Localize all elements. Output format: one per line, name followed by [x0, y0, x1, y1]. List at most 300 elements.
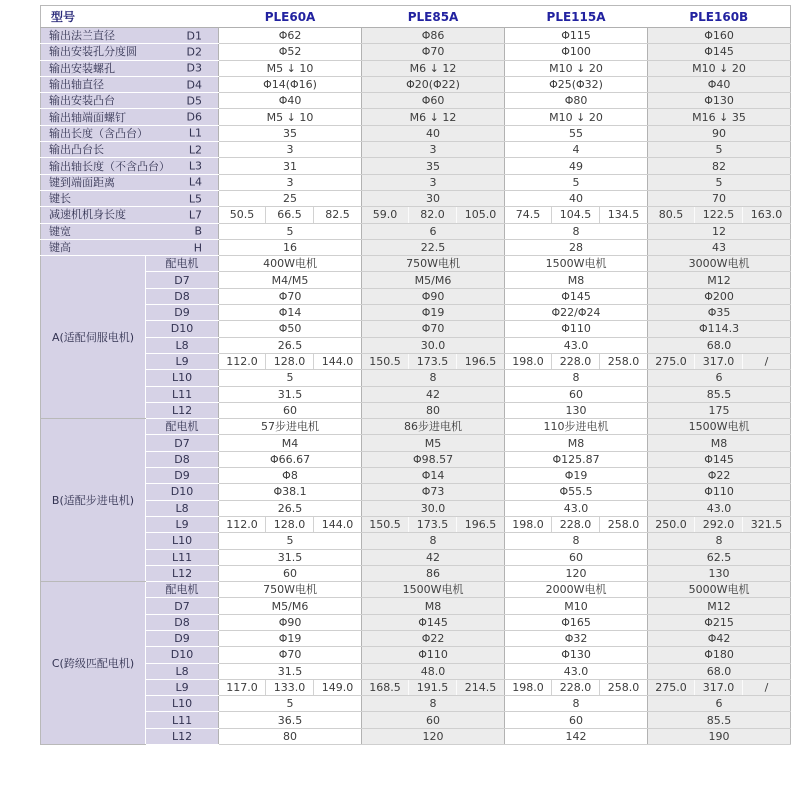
- value-cell: 1500W电机: [648, 419, 791, 435]
- value-cell: 30.0: [362, 337, 505, 353]
- table-row: [41, 402, 791, 418]
- value-cell: M6 ↓ 12: [362, 60, 505, 76]
- table-row: [41, 533, 791, 549]
- param-code-cell: D8: [146, 451, 219, 467]
- value-cell: 28: [505, 239, 648, 255]
- value-cell: 122.5: [695, 207, 743, 223]
- value-cell: Φ160: [648, 28, 791, 44]
- value-cell: M5 ↓ 10: [219, 109, 362, 125]
- table-row: [41, 28, 791, 44]
- value-cell: 191.5: [409, 679, 457, 695]
- value-cell: 85.5: [648, 386, 791, 402]
- value-cell: 5000W电机: [648, 582, 791, 598]
- table-row: [41, 598, 791, 614]
- value-cell: 31.5: [219, 549, 362, 565]
- value-cell: Φ25(Φ32): [505, 76, 648, 92]
- value-cell: 105.0: [457, 207, 505, 223]
- value-cell: 1500W电机: [362, 582, 505, 598]
- value-cell: 112.0: [219, 353, 266, 369]
- value-cell: Φ70: [219, 647, 362, 663]
- value-cell: 196.5: [457, 353, 505, 369]
- value-cell: Φ200: [648, 288, 791, 304]
- value-cell: 130: [648, 565, 791, 581]
- value-cell: 144.0: [314, 516, 362, 532]
- value-cell: 26.5: [219, 500, 362, 516]
- value-cell: 82.5: [314, 207, 362, 223]
- value-cell: M5/M6: [219, 598, 362, 614]
- value-cell: 82.0: [409, 207, 457, 223]
- row-label: 输出轴长度（不含凸台）: [49, 159, 170, 173]
- param-code: D1: [186, 29, 203, 43]
- value-cell: 1500W电机: [505, 256, 648, 272]
- model-header: PLE115A: [505, 6, 648, 28]
- value-cell: 90: [648, 125, 791, 141]
- value-cell: 6: [648, 696, 791, 712]
- value-cell: 750W电机: [219, 582, 362, 598]
- param-code-cell: L9: [146, 516, 219, 532]
- param-code-cell: L9: [146, 679, 219, 695]
- value-cell: M16 ↓ 35: [648, 109, 791, 125]
- row-label-cell: [41, 76, 219, 92]
- value-cell: 228.0: [552, 353, 600, 369]
- value-cell: Φ215: [648, 614, 791, 630]
- value-cell: 163.0: [743, 207, 791, 223]
- table-row: [41, 516, 791, 532]
- value-cell: M6 ↓ 12: [362, 109, 505, 125]
- value-cell: 36.5: [219, 712, 362, 728]
- param-code-cell: D10: [146, 484, 219, 500]
- param-code: L7: [188, 208, 203, 222]
- row-label: 键长: [49, 192, 71, 206]
- value-cell: 168.5: [362, 679, 409, 695]
- value-cell: 12: [648, 223, 791, 239]
- value-cell: 60: [505, 549, 648, 565]
- value-cell: Φ60: [362, 93, 505, 109]
- param-code-cell: L11: [146, 712, 219, 728]
- table-row: [41, 60, 791, 76]
- table-row: [41, 679, 791, 695]
- table-row: [41, 353, 791, 369]
- row-label: 输出轴端面螺钉: [49, 110, 126, 124]
- value-cell: 117.0: [219, 679, 266, 695]
- value-cell: Φ130: [648, 93, 791, 109]
- value-cell: 70: [648, 190, 791, 206]
- value-cell: 22.5: [362, 239, 505, 255]
- value-cell: M10 ↓ 20: [505, 60, 648, 76]
- value-cell: 120: [505, 565, 648, 581]
- table-row: [41, 223, 791, 239]
- table-row: [41, 565, 791, 581]
- table-row: [41, 142, 791, 158]
- table-row: [41, 305, 791, 321]
- param-code-cell: L11: [146, 549, 219, 565]
- value-cell: Φ100: [505, 44, 648, 60]
- value-cell: Φ8: [219, 468, 362, 484]
- row-label-cell: [41, 223, 219, 239]
- param-code: L4: [188, 175, 203, 189]
- value-cell: 57步进电机: [219, 419, 362, 435]
- param-code-cell: 配电机: [146, 419, 219, 435]
- value-cell: 60: [362, 712, 505, 728]
- value-cell: Φ98.57: [362, 451, 505, 467]
- value-cell: Φ35: [648, 305, 791, 321]
- value-cell: 25: [219, 190, 362, 206]
- value-cell: M10 ↓ 20: [648, 60, 791, 76]
- value-cell: 30.0: [362, 500, 505, 516]
- value-cell: Φ22: [648, 468, 791, 484]
- param-code: L1: [188, 126, 203, 140]
- value-cell: 292.0: [695, 516, 743, 532]
- value-cell: Φ110: [505, 321, 648, 337]
- value-cell: 228.0: [552, 679, 600, 695]
- value-cell: 173.5: [409, 516, 457, 532]
- param-code: B: [194, 224, 203, 238]
- table-row: [41, 109, 791, 125]
- value-cell: 5: [505, 174, 648, 190]
- value-cell: 8: [505, 696, 648, 712]
- value-cell: Φ14: [362, 468, 505, 484]
- param-code-cell: D10: [146, 647, 219, 663]
- value-cell: M12: [648, 598, 791, 614]
- value-cell: 59.0: [362, 207, 409, 223]
- value-cell: 750W电机: [362, 256, 505, 272]
- value-cell: 50.5: [219, 207, 266, 223]
- value-cell: 133.0: [266, 679, 314, 695]
- value-cell: 86步进电机: [362, 419, 505, 435]
- value-cell: 144.0: [314, 353, 362, 369]
- table-row: [41, 337, 791, 353]
- table-row: [41, 549, 791, 565]
- value-cell: 82: [648, 158, 791, 174]
- value-cell: 49: [505, 158, 648, 174]
- value-cell: 43.0: [648, 500, 791, 516]
- value-cell: Φ52: [219, 44, 362, 60]
- value-cell: 3: [362, 142, 505, 158]
- value-cell: Φ73: [362, 484, 505, 500]
- value-cell: Φ110: [362, 647, 505, 663]
- row-label-cell: [41, 125, 219, 141]
- table-row: [41, 190, 791, 206]
- value-cell: 128.0: [266, 516, 314, 532]
- table-row: [41, 663, 791, 679]
- value-cell: 60: [219, 565, 362, 581]
- value-cell: 8: [505, 370, 648, 386]
- value-cell: 8: [362, 533, 505, 549]
- value-cell: 250.0: [648, 516, 695, 532]
- table-row: [41, 582, 791, 598]
- value-cell: 43.0: [505, 337, 648, 353]
- value-cell: Φ115: [505, 28, 648, 44]
- row-label: 输出安装凸台: [49, 94, 115, 108]
- value-cell: 317.0: [695, 353, 743, 369]
- value-cell: Φ40: [648, 76, 791, 92]
- param-code-cell: 配电机: [146, 256, 219, 272]
- value-cell: 74.5: [505, 207, 552, 223]
- value-cell: 198.0: [505, 353, 552, 369]
- value-cell: Φ19: [505, 468, 648, 484]
- table-row: [41, 207, 791, 223]
- param-code: L3: [188, 159, 203, 173]
- value-cell: Φ114.3: [648, 321, 791, 337]
- param-code-cell: D8: [146, 614, 219, 630]
- value-cell: Φ19: [362, 305, 505, 321]
- row-label: 输出法兰直径: [49, 29, 115, 43]
- value-cell: 5: [219, 370, 362, 386]
- row-label: 键宽: [49, 224, 71, 238]
- value-cell: 26.5: [219, 337, 362, 353]
- value-cell: M10 ↓ 20: [505, 109, 648, 125]
- param-code: L2: [188, 143, 203, 157]
- value-cell: M8: [505, 435, 648, 451]
- param-code-cell: L11: [146, 386, 219, 402]
- value-cell: M8: [362, 598, 505, 614]
- value-cell: Φ165: [505, 614, 648, 630]
- param-code-cell: L10: [146, 370, 219, 386]
- row-label-cell: [41, 109, 219, 125]
- value-cell: 214.5: [457, 679, 505, 695]
- value-cell: 175: [648, 402, 791, 418]
- value-cell: 3: [219, 142, 362, 158]
- value-cell: 8: [362, 696, 505, 712]
- value-cell: 258.0: [600, 516, 648, 532]
- model-header: PLE85A: [362, 6, 505, 28]
- param-code-cell: D8: [146, 288, 219, 304]
- section-label: A(适配伺服电机): [41, 256, 146, 419]
- row-label: 输出凸台长: [49, 143, 104, 157]
- value-cell: Φ20(Φ22): [362, 76, 505, 92]
- value-cell: 5: [648, 142, 791, 158]
- value-cell: 150.5: [362, 516, 409, 532]
- row-label-cell: [41, 28, 219, 44]
- value-cell: 60: [219, 402, 362, 418]
- table-row: [41, 647, 791, 663]
- table-row: [41, 93, 791, 109]
- value-cell: /: [743, 353, 791, 369]
- param-code: D6: [186, 110, 203, 124]
- table-row: [41, 44, 791, 60]
- table-row: [41, 288, 791, 304]
- value-cell: 16: [219, 239, 362, 255]
- spec-table: [40, 5, 791, 745]
- value-cell: 134.5: [600, 207, 648, 223]
- value-cell: 321.5: [743, 516, 791, 532]
- param-code: D5: [186, 94, 203, 108]
- table-row: [41, 630, 791, 646]
- section-label: C(跨级匹配电机): [41, 582, 146, 745]
- value-cell: 8: [505, 223, 648, 239]
- row-label-cell: [41, 60, 219, 76]
- param-code-cell: L9: [146, 353, 219, 369]
- value-cell: 258.0: [600, 353, 648, 369]
- value-cell: 198.0: [505, 679, 552, 695]
- table-row: [41, 419, 791, 435]
- value-cell: 8: [362, 370, 505, 386]
- value-cell: 30: [362, 190, 505, 206]
- param-code-cell: D9: [146, 630, 219, 646]
- value-cell: 80: [362, 402, 505, 418]
- row-label-cell: [41, 158, 219, 174]
- value-cell: 112.0: [219, 516, 266, 532]
- value-cell: 400W电机: [219, 256, 362, 272]
- value-cell: 196.5: [457, 516, 505, 532]
- value-cell: 6: [648, 370, 791, 386]
- value-cell: M4/M5: [219, 272, 362, 288]
- param-code-cell: D7: [146, 598, 219, 614]
- param-code: H: [193, 241, 203, 254]
- table-row: [41, 712, 791, 728]
- value-cell: 130: [505, 402, 648, 418]
- table-row: [41, 239, 791, 255]
- row-label-cell: [41, 44, 219, 60]
- value-cell: Φ14(Φ16): [219, 76, 362, 92]
- value-cell: 5: [219, 533, 362, 549]
- value-cell: Φ90: [362, 288, 505, 304]
- value-cell: Φ70: [219, 288, 362, 304]
- row-label-cell: [41, 190, 219, 206]
- value-cell: 42: [362, 386, 505, 402]
- value-cell: Φ22: [362, 630, 505, 646]
- param-code-cell: L10: [146, 696, 219, 712]
- table-row: [41, 174, 791, 190]
- row-label-cell: [41, 207, 219, 223]
- value-cell: Φ22/Φ24: [505, 305, 648, 321]
- value-cell: 60: [505, 386, 648, 402]
- value-cell: 80.5: [648, 207, 695, 223]
- value-cell: 275.0: [648, 353, 695, 369]
- value-cell: 80: [219, 728, 362, 744]
- param-code: D3: [186, 61, 203, 75]
- value-cell: 198.0: [505, 516, 552, 532]
- value-cell: Φ110: [648, 484, 791, 500]
- value-cell: Φ19: [219, 630, 362, 646]
- value-cell: 142: [505, 728, 648, 744]
- value-cell: Φ180: [648, 647, 791, 663]
- table-row: [41, 451, 791, 467]
- value-cell: Φ70: [362, 44, 505, 60]
- value-cell: 120: [362, 728, 505, 744]
- param-code: L5: [188, 192, 203, 206]
- value-cell: 40: [505, 190, 648, 206]
- value-cell: 40: [362, 125, 505, 141]
- value-cell: 6: [362, 223, 505, 239]
- spec-table-body: [41, 28, 791, 745]
- value-cell: 5: [648, 174, 791, 190]
- value-cell: 128.0: [266, 353, 314, 369]
- value-cell: Φ90: [219, 614, 362, 630]
- model-header: PLE60A: [219, 6, 362, 28]
- value-cell: 35: [362, 158, 505, 174]
- table-row: [41, 435, 791, 451]
- table-row: [41, 484, 791, 500]
- value-cell: 110步进电机: [505, 419, 648, 435]
- param-code-cell: L12: [146, 565, 219, 581]
- value-cell: 228.0: [552, 516, 600, 532]
- value-cell: Φ62: [219, 28, 362, 44]
- value-cell: M8: [648, 435, 791, 451]
- value-cell: 149.0: [314, 679, 362, 695]
- value-cell: /: [743, 679, 791, 695]
- value-cell: 5: [219, 696, 362, 712]
- value-cell: Φ40: [219, 93, 362, 109]
- table-row: [41, 125, 791, 141]
- param-code: D4: [186, 78, 203, 92]
- value-cell: M5 ↓ 10: [219, 60, 362, 76]
- value-cell: 275.0: [648, 679, 695, 695]
- table-row: [41, 76, 791, 92]
- param-code-cell: L8: [146, 500, 219, 516]
- value-cell: 258.0: [600, 679, 648, 695]
- value-cell: Φ145: [505, 288, 648, 304]
- value-cell: 43.0: [505, 663, 648, 679]
- value-cell: 66.5: [266, 207, 314, 223]
- value-cell: 62.5: [648, 549, 791, 565]
- table-row: [41, 468, 791, 484]
- value-cell: 48.0: [362, 663, 505, 679]
- value-cell: Φ125.87: [505, 451, 648, 467]
- table-row: [41, 370, 791, 386]
- table-row: [41, 158, 791, 174]
- table-row: [41, 500, 791, 516]
- table-title: 型号: [41, 6, 219, 28]
- value-cell: Φ145: [648, 451, 791, 467]
- value-cell: 150.5: [362, 353, 409, 369]
- param-code-cell: L12: [146, 728, 219, 744]
- value-cell: 31.5: [219, 386, 362, 402]
- value-cell: Φ130: [505, 647, 648, 663]
- value-cell: Φ86: [362, 28, 505, 44]
- row-label: 减速机机身长度: [49, 208, 126, 222]
- table-row: [41, 696, 791, 712]
- param-code: D2: [186, 45, 203, 59]
- value-cell: Φ66.67: [219, 451, 362, 467]
- value-cell: 2000W电机: [505, 582, 648, 598]
- value-cell: 35: [219, 125, 362, 141]
- row-label-cell: [41, 142, 219, 158]
- param-code-cell: D9: [146, 468, 219, 484]
- value-cell: Φ80: [505, 93, 648, 109]
- param-code-cell: 配电机: [146, 582, 219, 598]
- row-label: 输出轴直径: [49, 78, 104, 92]
- value-cell: 4: [505, 142, 648, 158]
- value-cell: 317.0: [695, 679, 743, 695]
- param-code-cell: L8: [146, 663, 219, 679]
- param-code-cell: D7: [146, 435, 219, 451]
- value-cell: M4: [219, 435, 362, 451]
- param-code-cell: D10: [146, 321, 219, 337]
- row-label: 输出安装孔分度圆: [49, 45, 137, 59]
- value-cell: 190: [648, 728, 791, 744]
- value-cell: Φ50: [219, 321, 362, 337]
- value-cell: 104.5: [552, 207, 600, 223]
- header-row: [41, 6, 791, 28]
- value-cell: M12: [648, 272, 791, 288]
- value-cell: Φ145: [648, 44, 791, 60]
- value-cell: 3: [362, 174, 505, 190]
- value-cell: M10: [505, 598, 648, 614]
- row-label-cell: [41, 239, 219, 255]
- spec-sheet: [40, 5, 791, 745]
- row-label: 键到端面距离: [49, 175, 115, 189]
- value-cell: M8: [505, 272, 648, 288]
- value-cell: 8: [505, 533, 648, 549]
- model-header: PLE160B: [648, 6, 791, 28]
- table-row: [41, 256, 791, 272]
- value-cell: 8: [648, 533, 791, 549]
- value-cell: Φ55.5: [505, 484, 648, 500]
- value-cell: 68.0: [648, 337, 791, 353]
- value-cell: 31: [219, 158, 362, 174]
- table-row: [41, 272, 791, 288]
